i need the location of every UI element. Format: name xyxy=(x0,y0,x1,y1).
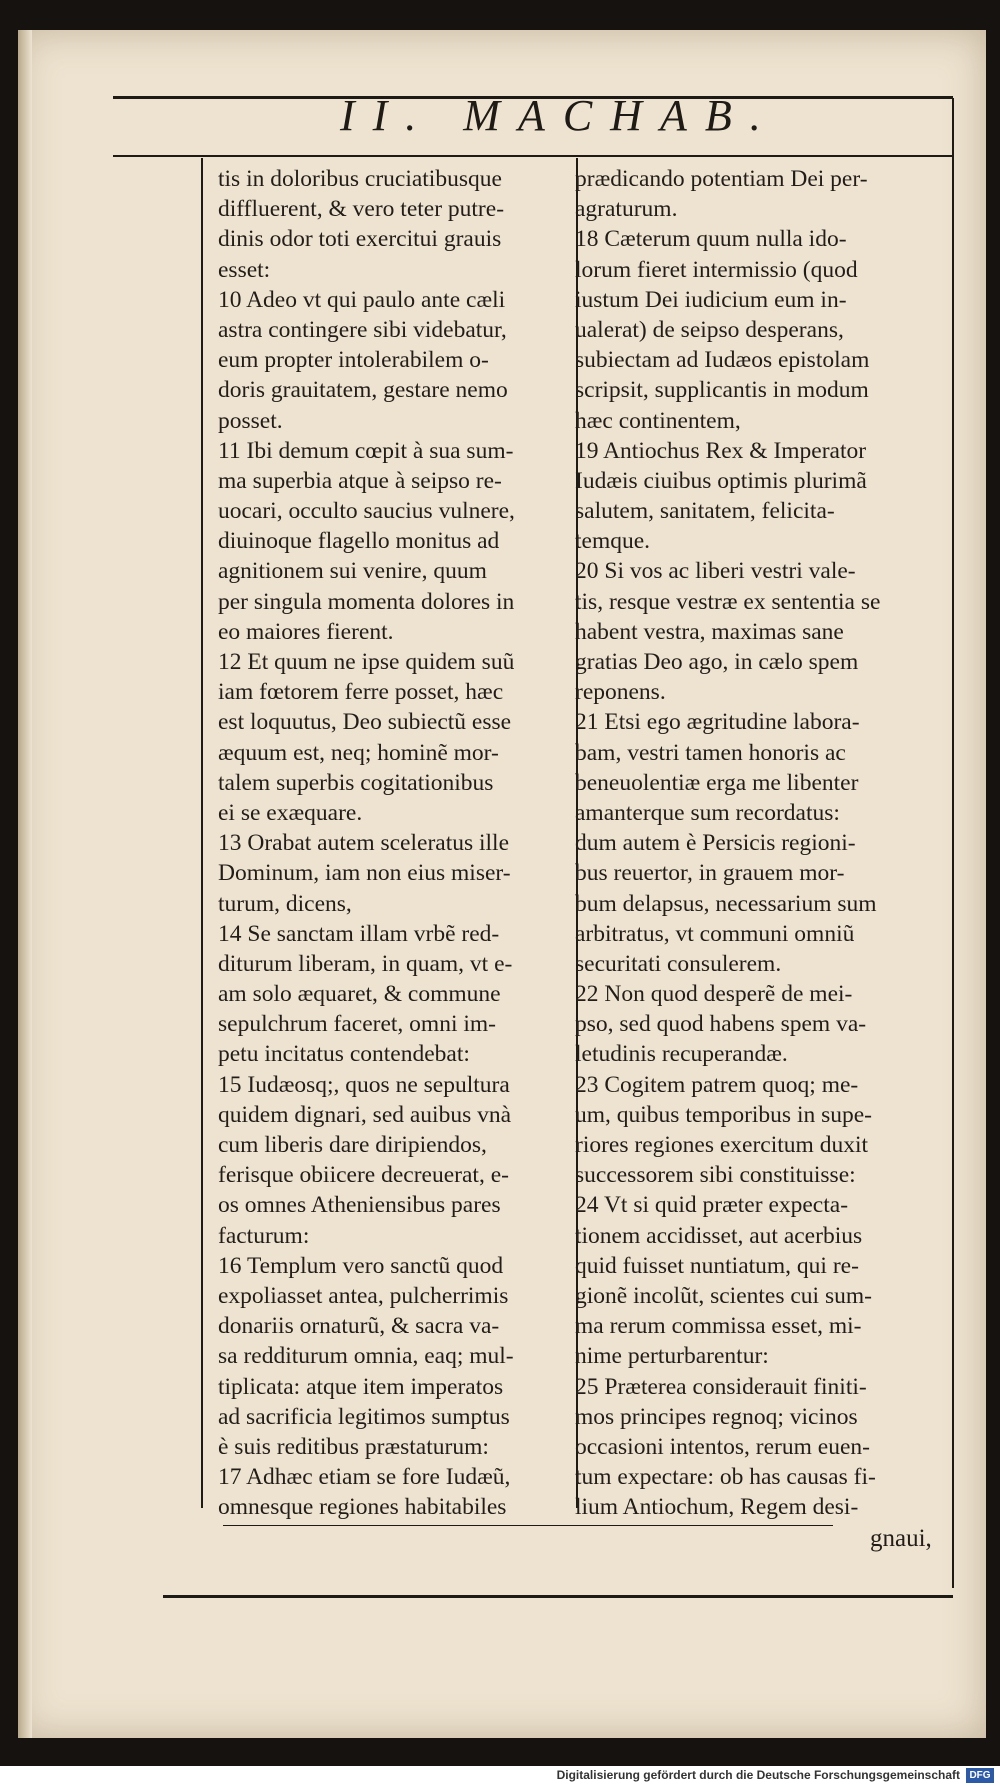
left-column-line: eum propter intolerabilem o- xyxy=(218,347,489,374)
right-column-line: habent vestra, maximas sane xyxy=(575,618,844,645)
right-column-line: amanterque sum recordatus: xyxy=(575,799,840,826)
right-column-line: 22 Non quod desperẽ de mei- xyxy=(575,981,853,1008)
header-rule-bottom xyxy=(113,155,953,157)
right-column-line: lorum fieret intermissio (quod xyxy=(575,256,858,283)
right-column-line: nime perturbarentur: xyxy=(575,1343,769,1370)
catchword: gnaui, xyxy=(870,1525,932,1552)
left-column-line: petu incitatus contendebat: xyxy=(218,1041,470,1068)
left-column-line: Dominum, iam non eius miser- xyxy=(218,860,511,887)
left-column-line: cum liberis dare diripiendos, xyxy=(218,1132,487,1158)
left-column-line: è suis reditibus præstaturum: xyxy=(218,1433,489,1460)
left-column-line: diffluerent, & vero teter putre- xyxy=(218,196,505,223)
right-column-line: gratias Deo ago, in cælo spem xyxy=(575,649,859,675)
left-column-line: dinis odor toti exercitui grauis xyxy=(218,226,502,253)
left-column-line: 15 Iudæosq;, quos ne sepultura xyxy=(218,1071,510,1098)
left-column-line: 17 Adhæc etiam se fore Iudæũ, xyxy=(218,1464,511,1491)
left-column-line: 13 Orabat autem sceleratus ille xyxy=(218,830,510,857)
left-column-line: astra contingere sibi videbatur, xyxy=(218,316,507,343)
right-column-line: ualerat) de seipso desperans, xyxy=(575,316,844,343)
right-border-rule xyxy=(952,98,954,1588)
left-column-line: am solo æquaret, & commune xyxy=(218,981,501,1008)
left-column-line: 10 Adeo vt qui paulo ante cæli xyxy=(218,286,506,313)
right-column-line: reponens. xyxy=(575,679,666,706)
right-column-line: arbitratus, vt communi omniũ xyxy=(575,920,855,947)
right-column-line: 20 Si vos ac liberi vestri vale- xyxy=(575,558,856,585)
right-column-line: 24 Vt si quid præter expecta- xyxy=(575,1192,849,1219)
right-column-line: ma rerum commissa esset, mi- xyxy=(575,1313,862,1340)
left-column-line: uocari, occulto saucius vulnere, xyxy=(218,498,515,525)
left-column-line: diuinoque flagello monitus ad xyxy=(218,528,500,555)
right-column-line: letudinis recuperandæ. xyxy=(575,1041,788,1068)
right-column-line: 18 Cæterum quum nulla ido- xyxy=(575,226,847,253)
right-column-line: hæc continentem, xyxy=(575,407,741,434)
left-column-line: 12 Et quum ne ipse quidem suũ xyxy=(218,649,515,675)
footer-credit: Digitalisierung gefördert durch die Deutsche Forschungsgemeinschaft xyxy=(556,1768,960,1782)
bottom-rule-outer xyxy=(163,1595,953,1598)
left-column-line: turum, dicens, xyxy=(218,890,352,917)
left-column-line: diturum liberam, in quam, vt e- xyxy=(218,950,513,977)
right-column-line: lium Antiochum, Regem desi- xyxy=(575,1494,859,1521)
left-column xyxy=(218,164,593,1522)
left-column-line: sepulchrum faceret, omni im- xyxy=(218,1011,496,1038)
left-column-line: doris grauitatem, gestare nemo xyxy=(218,377,508,404)
left-column-line: ei se exæquare. xyxy=(218,799,363,826)
right-column-line: successorem sibi constituisse: xyxy=(575,1162,856,1189)
left-column-line: per singula momenta dolores in xyxy=(218,588,515,615)
left-column-line: 16 Templum vero sanctũ quod xyxy=(218,1252,504,1279)
left-column-line: æquum est, neq; hominẽ mor- xyxy=(218,739,499,766)
left-column-line: agnitionem sui venire, quum xyxy=(218,558,487,585)
right-column-line: iustum Dei iudicium eum in- xyxy=(575,286,847,313)
left-column-line: ma superbia atque à seipso re- xyxy=(218,467,502,494)
right-column-line: securitati consulerem. xyxy=(575,950,782,977)
left-column-line: iam fœtorem ferre posset, hæc xyxy=(218,679,504,706)
right-column-line: 25 Præterea considerauit finiti- xyxy=(575,1373,867,1400)
right-column-line: agraturum. xyxy=(575,196,678,223)
bottom-rule-inner xyxy=(223,1525,833,1526)
right-column-line: occasioni intentos, rerum euen- xyxy=(575,1433,870,1460)
left-column-line: tis in doloribus cruciatibusque xyxy=(218,166,502,192)
right-column-line: subiectam ad Iudæos epistolam xyxy=(575,347,870,374)
right-column-line: salutem, sanitatem, felicita- xyxy=(575,498,835,525)
right-column-line: tum expectare: ob has causas fi- xyxy=(575,1464,876,1491)
left-column-line: ferisque obiicere decreuerat, e- xyxy=(218,1162,509,1189)
left-column-line: ad sacrificia legitimos sumptus xyxy=(218,1403,510,1430)
right-column-line: beneuolentiæ erga me libenter xyxy=(575,769,859,796)
right-column-line: 19 Antiochus Rex & Imperator xyxy=(575,437,867,464)
right-column-line: gionẽ incolũt, scientes cui sum- xyxy=(575,1282,872,1309)
left-column-line: sa redditurum omnia, eaq; mul- xyxy=(218,1343,514,1370)
right-column-line: mos principes regnoq; vicinos xyxy=(575,1403,858,1430)
right-column-line: 23 Cogitem patrem quoq; me- xyxy=(575,1071,859,1098)
right-column-line: bum delapsus, necessarium sum xyxy=(575,890,877,917)
left-column-line: expoliasset antea, pulcherrimis xyxy=(218,1282,509,1309)
right-column xyxy=(575,164,950,1522)
left-column-line: omnesque regiones habitabiles xyxy=(218,1494,507,1521)
left-column-line: 14 Se sanctam illam vrbẽ red- xyxy=(218,920,500,947)
right-column-line: riores regiones exercitum duxit xyxy=(575,1132,869,1158)
left-column-line: eo maiores fierent. xyxy=(218,618,394,645)
left-column-line: talem superbis cogitationibus xyxy=(218,769,494,796)
right-column-line: temque. xyxy=(575,528,651,555)
right-column-line: tis, resque vestræ ex sententia se xyxy=(575,588,881,615)
left-column-line: tiplicata: atque item imperatos xyxy=(218,1373,504,1400)
right-column-line: bus reuertor, in grauem mor- xyxy=(575,860,845,887)
right-column-line: dum autem è Persicis regioni- xyxy=(575,830,856,857)
left-column-line: 11 Ibi demum cœpit à sua sum- xyxy=(218,437,514,464)
page-binding-edge xyxy=(18,30,32,1738)
running-head: II. MACHAB. xyxy=(340,91,779,140)
left-column-line: quidem dignari, sed auibus vnà xyxy=(218,1101,512,1128)
left-column-line: facturum: xyxy=(218,1222,310,1249)
right-column-line: tionem accidisset, aut acerbius xyxy=(575,1222,863,1249)
right-column-line: 21 Etsi ego ægritudine labora- xyxy=(575,709,860,736)
right-column-line: scripsit, supplicantis in modum xyxy=(575,377,869,404)
right-column-line: bam, vestri tamen honoris ac xyxy=(575,739,846,766)
left-column-line: posset. xyxy=(218,407,283,434)
right-column-line: pso, sed quod habens spem va- xyxy=(575,1011,867,1038)
left-column-line: est loquutus, Deo subiectũ esse xyxy=(218,709,512,736)
dfg-logo: DFG xyxy=(966,1768,994,1783)
left-column-line: esset: xyxy=(218,256,271,283)
right-column-line: quid fuisset nuntiatum, qui re- xyxy=(575,1252,859,1279)
right-column-line: prædicando potentiam Dei per- xyxy=(575,166,868,192)
left-border-rule xyxy=(201,158,203,1508)
left-column-line: os omnes Atheniensibus pares xyxy=(218,1192,501,1219)
left-column-line: donariis ornaturũ, & sacra va- xyxy=(218,1313,500,1340)
right-column-line: Iudæis ciuibus optimis plurimã xyxy=(575,467,867,494)
right-column-line: um, quibus temporibus in supe- xyxy=(575,1101,872,1128)
